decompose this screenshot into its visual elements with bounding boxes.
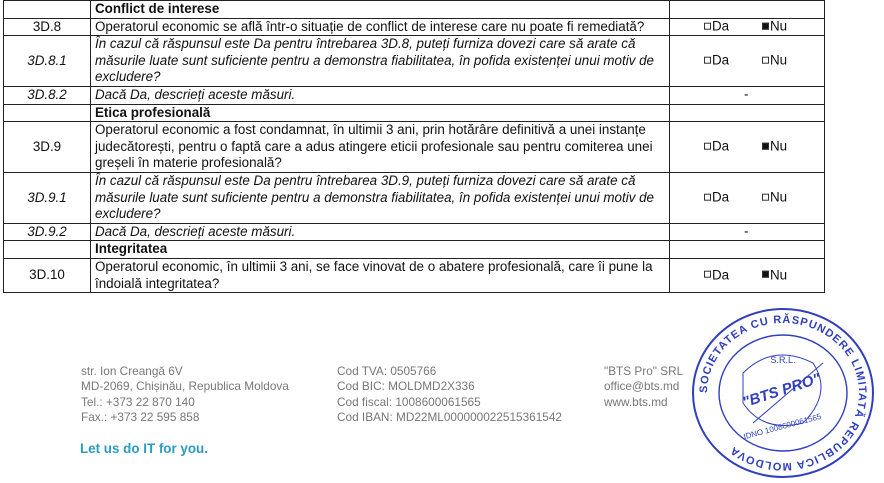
no-option[interactable] — [762, 53, 787, 70]
question-row — [4, 36, 825, 87]
question-text: Dacă Da, descrieți aceste măsuri. — [91, 86, 670, 104]
company-email[interactable]: office@bts.md — [604, 379, 680, 394]
footer-company — [604, 364, 683, 410]
question-text: Operatorul economic a fost condamnat, în ultimii 3 ani, prin hotărâre definitivă a unei instanțe judecătorești, pentru o faptă care a adus atingere eticii profesionale sau pentru comiterea unei greșeli în materie profesională? — [91, 122, 670, 173]
question-id: 3D.9.2 — [4, 223, 91, 241]
section-id-cell — [4, 104, 91, 122]
code-line: Cod IBAN: MD22ML000000022515361542 — [337, 410, 562, 425]
stamp-idno: IDNO 1008600061565 — [742, 411, 823, 442]
question-row — [4, 18, 825, 36]
section-header-row — [4, 241, 825, 259]
yes-label: Da — [712, 267, 730, 283]
empty-answer: - — [744, 86, 749, 102]
no-checkbox[interactable] — [762, 23, 769, 30]
yes-option[interactable] — [704, 53, 729, 70]
no-checkbox[interactable] — [762, 57, 769, 64]
yes-option[interactable] — [704, 267, 729, 284]
answer-cell — [670, 122, 825, 173]
declaration-table — [3, 0, 825, 293]
section-title: Etica profesională — [91, 104, 670, 122]
no-checkbox[interactable] — [762, 271, 769, 278]
question-row — [4, 172, 825, 223]
yes-checkbox[interactable] — [704, 23, 711, 30]
answer-cell — [670, 18, 825, 36]
company-website[interactable]: www.bts.md — [604, 394, 668, 409]
address-line: str. Ion Creangă 6V — [81, 364, 183, 378]
no-checkbox[interactable] — [762, 143, 769, 150]
yes-checkbox[interactable] — [704, 57, 711, 64]
stamp-center: "BTS PRO" — [740, 370, 823, 412]
fax-line: Fax.: +373 22 595 858 — [81, 410, 200, 425]
question-id: 3D.9 — [4, 122, 91, 173]
question-row — [4, 258, 825, 292]
no-label: Nu — [770, 52, 788, 68]
no-option[interactable] — [762, 267, 787, 284]
question-id: 3D.10 — [4, 258, 91, 292]
no-label: Nu — [770, 267, 788, 283]
question-text: În cazul că răspunsul este Da pentru întrebarea 3D.9, puteți furniza dovezi care să arate că măsurile luate sunt suficiente pentru a demonstra fiabilitatea, în pofida existenței unui motiv de excludere? — [91, 172, 670, 223]
no-label: Nu — [770, 18, 788, 34]
company-name: "BTS Pro" SRL — [604, 364, 684, 378]
question-id: 3D.8 — [4, 18, 91, 36]
yes-checkbox[interactable] — [704, 143, 711, 150]
answer-cell — [670, 172, 825, 223]
yes-label: Da — [712, 138, 730, 154]
yes-label: Da — [712, 52, 730, 68]
no-option[interactable] — [762, 139, 787, 156]
company-stamp — [683, 303, 883, 483]
answer-cell — [670, 36, 825, 87]
code-line: Cod fiscal: 1008600061565 — [337, 394, 481, 409]
yes-label: Da — [712, 18, 730, 34]
stamp-srl: S.R.L. — [770, 355, 796, 365]
yes-option[interactable] — [704, 139, 729, 156]
phone-line: Tel.: +373 22 870 140 — [81, 394, 195, 409]
question-text: Operatorul economic, în ultimii 3 ani, se face vinovat de o abatere profesională, care îi pune la îndoială integritatea? — [91, 258, 670, 292]
no-option[interactable] — [762, 190, 787, 207]
question-text: În cazul că răspunsul este Da pentru întrebarea 3D.8, puteți furniza dovezi care să arate că măsurile luate sunt suficiente pentru a demonstra fiabilitatea, în pofida existenței unui motiv de excludere? — [91, 36, 670, 87]
section-title: Conflict de interese — [91, 1, 670, 19]
yes-option[interactable] — [704, 19, 729, 36]
section-answer-cell — [670, 241, 825, 259]
answer-cell — [670, 223, 825, 241]
code-line: Cod TVA: 0505766 — [337, 364, 437, 378]
no-option[interactable] — [762, 19, 787, 36]
no-label: Nu — [770, 189, 788, 205]
answer-cell — [670, 86, 825, 104]
section-title: Integritatea — [91, 241, 670, 259]
section-id-cell — [4, 241, 91, 259]
question-row — [4, 86, 825, 104]
question-row — [4, 223, 825, 241]
code-line: Cod BIC: MOLDMD2X336 — [337, 379, 475, 394]
stamp-outer-text: SOCIETATEA CU RĂSPUNDERE LIMITATĂ REPUBLICA MOLDOVA — [697, 313, 869, 473]
empty-answer: - — [744, 223, 749, 239]
address-line: MD-2069, Chișinău, Republica Moldova — [81, 379, 289, 394]
section-id-cell — [4, 1, 91, 19]
tagline: Let us do IT for you. — [80, 441, 208, 456]
footer-codes — [337, 364, 562, 426]
yes-checkbox[interactable] — [704, 271, 711, 278]
no-label: Nu — [770, 138, 788, 154]
answer-cell — [670, 258, 825, 292]
question-row — [4, 122, 825, 173]
question-id: 3D.8.1 — [4, 36, 91, 87]
section-answer-cell — [670, 104, 825, 122]
question-text: Operatorul economic se află într-o situație de conflict de interese care nu poate fi remediată? — [91, 18, 670, 36]
yes-checkbox[interactable] — [704, 193, 711, 200]
section-answer-cell — [670, 1, 825, 19]
question-text: Dacă Da, descrieți aceste măsuri. — [91, 223, 670, 241]
section-header-row — [4, 104, 825, 122]
yes-label: Da — [712, 189, 730, 205]
question-id: 3D.8.2 — [4, 86, 91, 104]
no-checkbox[interactable] — [762, 193, 769, 200]
section-header-row — [4, 1, 825, 19]
question-id: 3D.9.1 — [4, 172, 91, 223]
yes-option[interactable] — [704, 190, 729, 207]
footer-address — [81, 364, 289, 426]
